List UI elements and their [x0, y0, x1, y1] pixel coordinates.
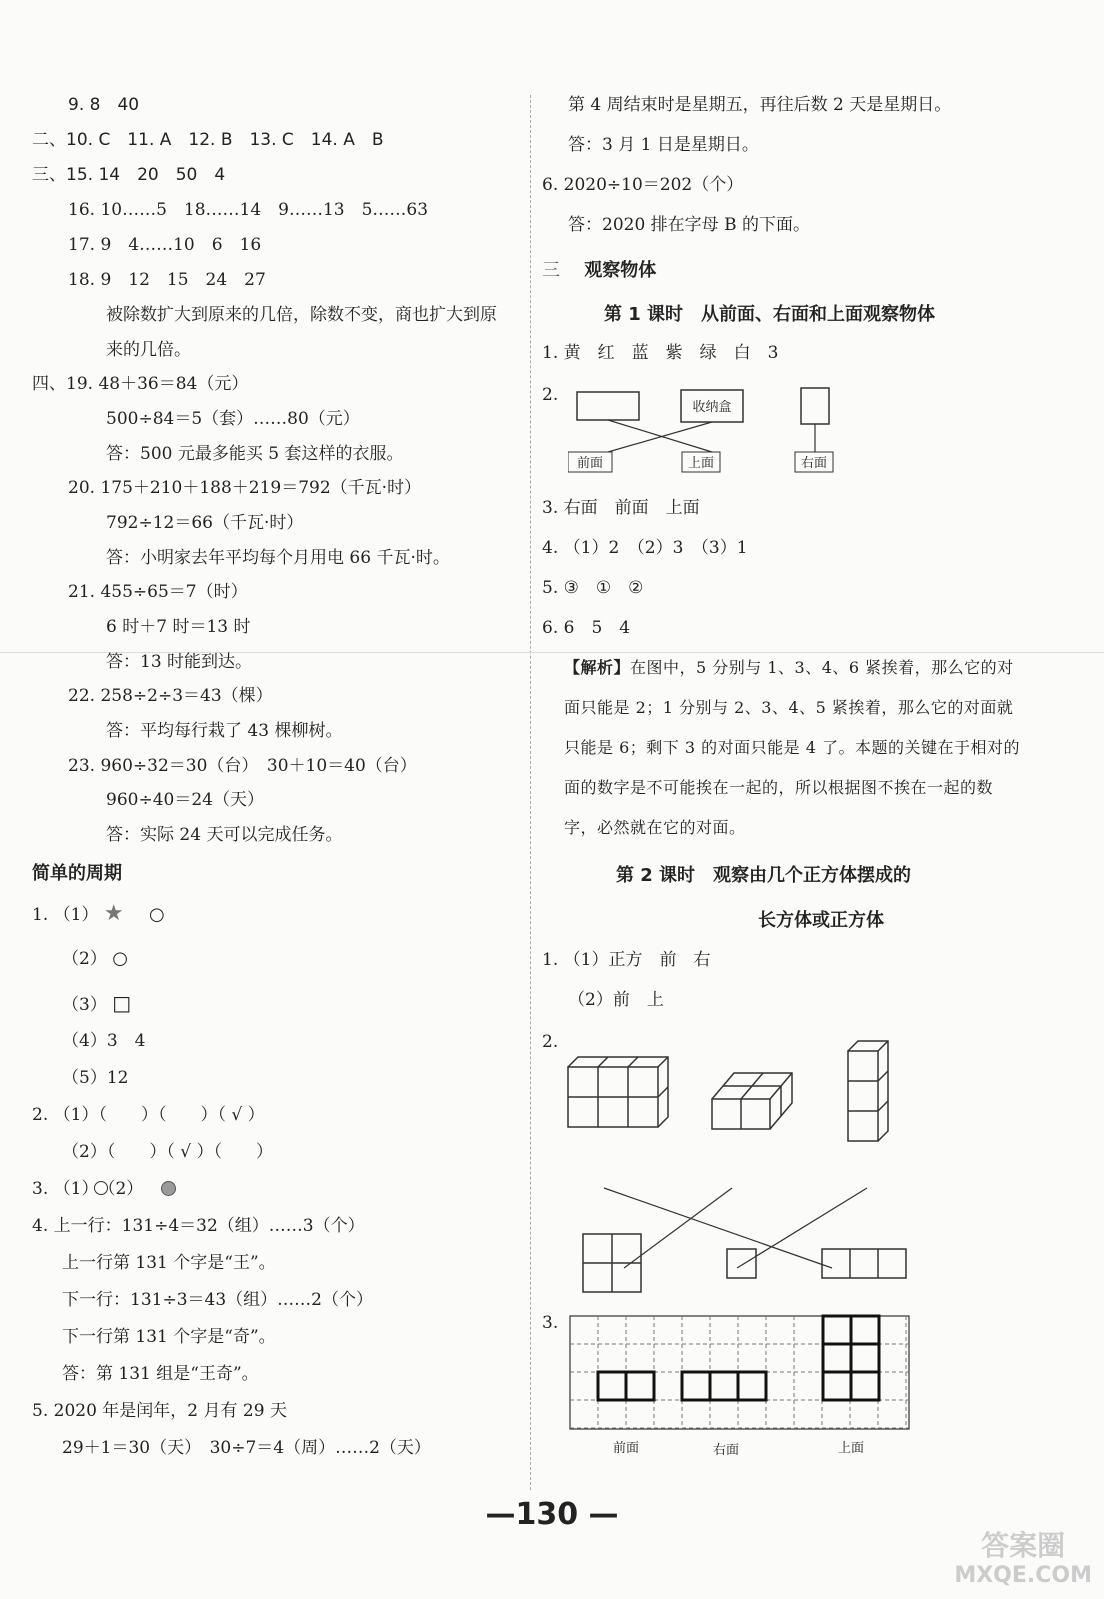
answer-line: 22. 258÷2÷3＝43（棵） — [68, 686, 273, 706]
view-matching-diagram — [568, 384, 868, 480]
answer-line: 答：500 元最多能买 5 套这样的衣服。 — [106, 444, 404, 464]
answer-line: 二、10. C 11. A 12. B 13. C 14. A B — [32, 130, 384, 150]
star-icon: ★ — [103, 901, 124, 926]
answer-line: 答：平均每行栽了 43 棵柳树。 — [106, 721, 343, 741]
answer-line: 6. 2020÷10＝202（个） — [542, 175, 744, 195]
answer-line: （2）（ ）（ √ ）（ ） — [62, 1142, 273, 1162]
answer-line: 4. 上一行：131÷4＝32（组）……3（个） — [32, 1216, 365, 1236]
answer-line — [62, 948, 128, 970]
grid-label: 上面 — [837, 1441, 865, 1456]
answer-line: 960÷40＝24（天） — [106, 790, 264, 810]
answer-line: 20. 175＋210＋188＋219＝792（千瓦·时） — [68, 478, 422, 498]
diagram-label: 上面 — [687, 456, 715, 471]
answer-line: 500÷84＝5（套）……80（元） — [106, 409, 360, 429]
answer-line: （5）12 — [62, 1068, 129, 1088]
circle-icon: ○ — [112, 948, 128, 969]
answer-line: （4）3 4 — [62, 1031, 146, 1051]
answer-line: 18. 9 12 15 24 27 — [68, 270, 266, 290]
lesson-title: 第 1 课时 从前面、右面和上面观察物体 — [604, 304, 936, 325]
analysis-tag: 【解析】 — [564, 658, 631, 677]
answer-line: 6. 6 5 4 — [542, 618, 631, 638]
answer-line: 21. 455÷65＝7（时） — [68, 582, 248, 602]
answer-line: 答：2020 排在字母 B 的下面。 — [568, 215, 810, 235]
answer-line: 来的几倍。 — [106, 340, 191, 360]
view-shapes-row — [582, 1233, 912, 1295]
answer-line: 答：小明家去年平均每个月用电 66 千瓦·时。 — [106, 548, 450, 568]
answer-line: 4. （1）2 （2）3 （3）1 — [542, 538, 748, 558]
diagram-label: 前面 — [576, 456, 604, 471]
watermark — [954, 1531, 1092, 1591]
analysis-text: 在图中，5 分别与 1、3、4、6 紧挨着，那么它的对面只能是 2；1 分别与 2、3、4、5 紧挨着，那么它的对面就只能是 6；剩下 3 的对面只能是 4 了。本题的关键在于相对的面的数字是不可能挨在一起的，所以根据图不挨在一起的数字，必然就在它的对面。 — [564, 658, 1020, 837]
answer-line-text: （2） — [62, 949, 107, 969]
answer-line-text: （3） — [62, 995, 107, 1015]
answer-line: 3. — [542, 1313, 559, 1333]
answer-line: 答：第 131 组是“王奇”。 — [62, 1364, 259, 1384]
answer-line: 下一行：131÷3＝43（组）……2（个） — [62, 1290, 373, 1310]
answer-line: 2. — [542, 385, 559, 405]
answer-line: 答：实际 24 天可以完成任务。 — [106, 825, 343, 845]
answer-line: 答：3 月 1 日是星期日。 — [568, 135, 759, 155]
answer-line: 1. （1）正方 前 右 — [542, 950, 711, 970]
grid-label: 前面 — [612, 1441, 640, 1456]
answer-line — [32, 1178, 143, 1200]
answer-line: 29＋1＝30（天） 30÷7＝4（周）……2（天） — [62, 1438, 431, 1458]
circle-icon — [94, 1181, 108, 1195]
page-number: —130 — — [485, 1497, 619, 1532]
answer-line: 23. 960÷32＝30（台） 30＋10＝40（台） — [68, 756, 417, 776]
answer-line: 被除数扩大到原来的几倍，除数不变，商也扩大到原 — [106, 305, 497, 325]
answer-line — [32, 903, 165, 926]
unit-title: 观察物体 — [584, 260, 657, 281]
answer-line: 16. 10……5 18……14 9……13 5……63 — [68, 200, 429, 220]
answer-line: 下一行第 131 个字是“奇”。 — [62, 1327, 276, 1347]
answer-line: 第 4 周结束时是星期五，再往后数 2 天是星期日。 — [568, 95, 952, 115]
answer-line: 三、15. 14 20 50 4 — [32, 165, 226, 185]
watermark-url: MXQE.COM — [954, 1563, 1092, 1588]
analysis-paragraph — [564, 648, 1024, 848]
answer-line-text: 3. （1） （2） — [32, 1179, 144, 1199]
answer-line: 5. ③ ① ② — [542, 578, 644, 598]
answer-line: 792÷12＝66（千瓦·时） — [106, 513, 304, 533]
answer-line: （2）前 上 — [568, 990, 664, 1010]
lesson-title: 长方体或正方体 — [758, 910, 884, 931]
answer-line: 四、19. 48＋36＝84（元） — [32, 374, 249, 394]
diagram-label: 收纳盒 — [692, 400, 732, 415]
answer-line: 2. （1）（ ）（ ）（ √ ） — [32, 1105, 265, 1125]
answer-line: 上一行第 131 个字是“王”。 — [62, 1253, 276, 1273]
diagram-label: 右面 — [800, 456, 828, 471]
answer-line: 1. 黄 红 蓝 紫 绿 白 3 — [542, 343, 779, 363]
answer-line: 6 时＋7 时＝13 时 — [106, 617, 251, 637]
answer-line: 3. 右面 前面 上面 — [542, 498, 700, 518]
filled-circle-icon — [161, 1181, 176, 1196]
square-icon: □ — [112, 991, 132, 1015]
unit-number: 三 — [542, 260, 560, 281]
watermark-logo: 答案圈 — [981, 1529, 1066, 1562]
answer-line: 答：13 时能到达。 — [106, 652, 253, 672]
answer-line: 17. 9 4……10 6 16 — [68, 235, 262, 255]
answer-line: 9. 8 40 — [68, 95, 140, 115]
circle-icon: ○ — [149, 904, 165, 925]
grid-label: 右面 — [712, 1443, 740, 1458]
answer-line: 5. 2020 年是闰年，2 月有 29 天 — [32, 1401, 287, 1421]
column-divider — [530, 95, 531, 1490]
answer-line: 2. — [542, 1032, 559, 1052]
dot-grid-drawing — [568, 1314, 913, 1462]
section-title: 简单的周期 — [32, 863, 122, 884]
lesson-title: 第 2 课时 观察由几个正方体摆成的 — [616, 865, 912, 886]
answer-line-text: 1. （1） — [32, 905, 99, 925]
unit-heading — [542, 256, 656, 282]
answer-line — [62, 992, 131, 1016]
